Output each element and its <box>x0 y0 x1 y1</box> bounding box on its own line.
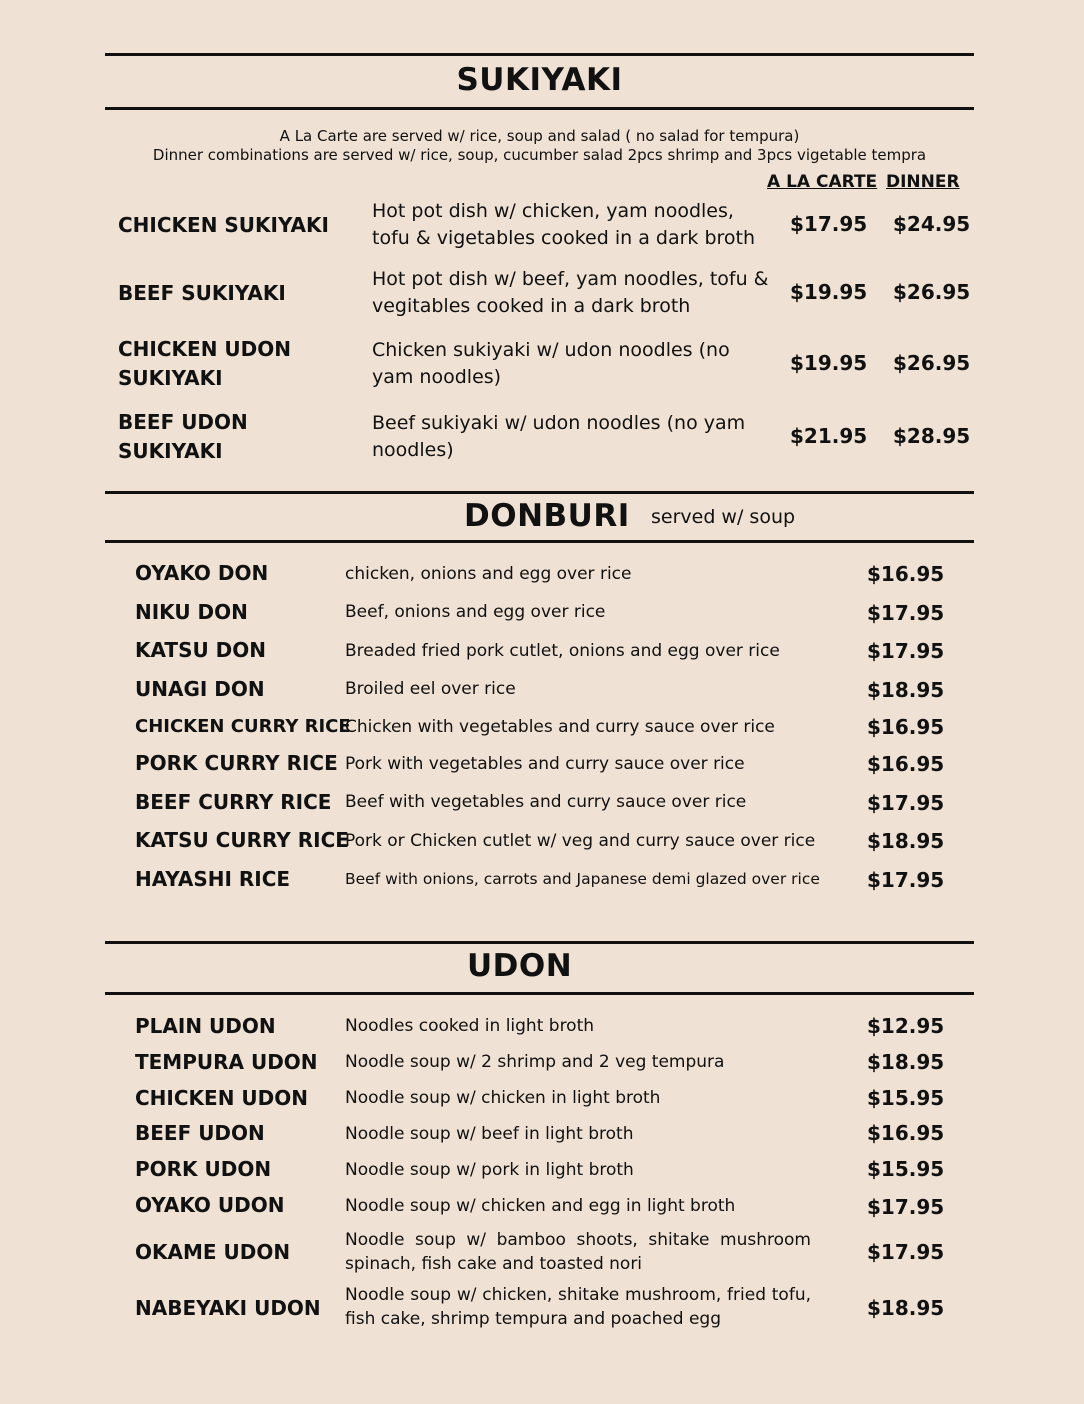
menu-item-desc: chicken, onions and egg over rice <box>345 564 632 584</box>
menu-item-name: UNAGI DON <box>135 677 265 701</box>
menu-item-price-alacarte: $17.95 <box>790 212 868 236</box>
menu-item-desc: Breaded fried pork cutlet, onions and egg over rice <box>345 641 780 661</box>
menu-item-name: BEEF UDON SUKIYAKI <box>118 410 248 463</box>
section-title-udon: UDON <box>467 948 573 984</box>
menu-item-name: KATSU CURRY RICE <box>135 828 349 852</box>
menu-item-price: $17.95 <box>867 639 945 663</box>
menu-item-name: CHICKEN UDON SUKIYAKI <box>118 337 291 390</box>
menu-item-name: CHICKEN CURRY RICE <box>135 716 351 737</box>
menu-item-price-dinner: $26.95 <box>893 351 971 375</box>
menu-item-name: BEEF SUKIYAKI <box>118 281 286 305</box>
menu-item-name: CHICKEN UDON <box>135 1086 308 1110</box>
menu-item-desc: Chicken with vegetables and curry sauce over rice <box>345 717 775 737</box>
sukiyaki-note-alacarte: A La Carte are served w/ rice, soup and salad ( no salad for tempura) <box>279 127 800 145</box>
menu-item-name: PLAIN UDON <box>135 1014 276 1038</box>
menu-item-price-alacarte: $19.95 <box>790 280 868 304</box>
menu-item-desc: Chicken sukiyaki w/ udon noodles (no yam noodles) <box>372 339 730 388</box>
divider <box>105 992 974 995</box>
menu-item-price: $17.95 <box>867 1240 945 1264</box>
menu-item-price-dinner: $26.95 <box>893 280 971 304</box>
menu-item-desc: Pork with vegetables and curry sauce over rice <box>345 754 745 774</box>
sukiyaki-note-dinner: Dinner combinations are served w/ rice, soup, cucumber salad 2pcs shrimp and 3pcs vigetable tempra <box>152 146 927 164</box>
menu-item-name: KATSU DON <box>135 638 267 662</box>
menu-item-price: $12.95 <box>867 1014 945 1038</box>
menu-item-name: BEEF UDON <box>135 1121 265 1145</box>
menu-item-price: $18.95 <box>867 829 945 853</box>
menu-item-name: OYAKO DON <box>135 561 269 585</box>
menu-item-desc: Noodle soup w/ chicken in light broth <box>345 1088 661 1108</box>
menu-item-price: $17.95 <box>867 868 945 892</box>
menu-item-price: $16.95 <box>867 715 945 739</box>
menu-item-price: $15.95 <box>867 1086 945 1110</box>
menu-item-desc: Noodle soup w/ chicken and egg in light broth <box>345 1196 736 1216</box>
menu-item-name: PORK UDON <box>135 1157 272 1181</box>
menu-item-name: HAYASHI RICE <box>135 867 291 891</box>
menu-item-price: $18.95 <box>867 1050 945 1074</box>
menu-item-desc: Beef sukiyaki w/ udon noodles (no yam noodles) <box>372 412 746 461</box>
menu-item-price-dinner: $24.95 <box>893 212 971 236</box>
menu-item-price: $18.95 <box>867 678 945 702</box>
menu-item-price: $17.95 <box>867 791 945 815</box>
divider <box>105 53 974 56</box>
menu-item-name: CHICKEN SUKIYAKI <box>118 213 329 237</box>
menu-item-name: BEEF CURRY RICE <box>135 790 332 814</box>
menu-item-desc: Noodles cooked in light broth <box>345 1016 595 1036</box>
menu-item-desc: Noodle soup w/ 2 shrimp and 2 veg tempura <box>345 1052 725 1072</box>
menu-item-desc: Noodle soup w/ chicken, shitake mushroom, fried tofu, fish cake, shrimp tempura and poached egg <box>345 1285 811 1329</box>
menu-item-name: TEMPURA UDON <box>135 1050 318 1074</box>
divider <box>105 107 974 110</box>
divider <box>105 540 974 543</box>
menu-item-price: $18.95 <box>867 1296 945 1320</box>
menu-item-price: $16.95 <box>867 562 945 586</box>
column-header-alacarte: A LA CARTE <box>767 172 878 192</box>
menu-item-price: $16.95 <box>867 752 945 776</box>
menu-item-price: $17.95 <box>867 1195 945 1219</box>
divider <box>105 941 974 944</box>
menu-item-name: NIKU DON <box>135 600 248 624</box>
menu-item-desc: Beef, onions and egg over rice <box>345 602 606 622</box>
column-header-dinner: DINNER <box>886 172 960 192</box>
menu-item-name: NABEYAKI UDON <box>135 1296 321 1320</box>
section-title-sukiyaki: SUKIYAKI <box>456 62 623 98</box>
menu-item-desc: Broiled eel over rice <box>345 679 516 699</box>
menu-item-name: PORK CURRY RICE <box>135 751 338 775</box>
menu-item-desc: Noodle soup w/ pork in light broth <box>345 1160 634 1180</box>
menu-item-price-alacarte: $21.95 <box>790 424 868 448</box>
menu-item-desc: Noodle soup w/ beef in light broth <box>345 1124 634 1144</box>
menu-item-price-alacarte: $19.95 <box>790 351 868 375</box>
divider <box>105 491 974 494</box>
menu-item-desc: Beef with vegetables and curry sauce over rice <box>345 792 747 812</box>
menu-item-desc: Pork or Chicken cutlet w/ veg and curry sauce over rice <box>345 831 816 851</box>
menu-item-price: $17.95 <box>867 601 945 625</box>
menu-item-price-dinner: $28.95 <box>893 424 971 448</box>
menu-item-name: OYAKO UDON <box>135 1193 285 1217</box>
menu-item-price: $16.95 <box>867 1121 945 1145</box>
menu-item-desc: Noodle soup w/ bamboo shoots, shitake mushroom spinach, fish cake and toasted nori <box>345 1230 811 1274</box>
menu-item-price: $15.95 <box>867 1157 945 1181</box>
menu-item-name: OKAME UDON <box>135 1240 291 1264</box>
section-title-donburi: DONBURI <box>464 498 630 534</box>
section-subtitle-donburi: served w/ soup <box>651 506 796 528</box>
menu-item-desc: Hot pot dish w/ chicken, yam noodles, tofu & vigetables cooked in a dark broth <box>372 200 756 249</box>
menu-item-desc: Beef with onions, carrots and Japanese demi glazed over rice <box>345 870 820 888</box>
menu-item-desc: Hot pot dish w/ beef, yam noodles, tofu & vegitables cooked in a dark broth <box>372 268 769 317</box>
